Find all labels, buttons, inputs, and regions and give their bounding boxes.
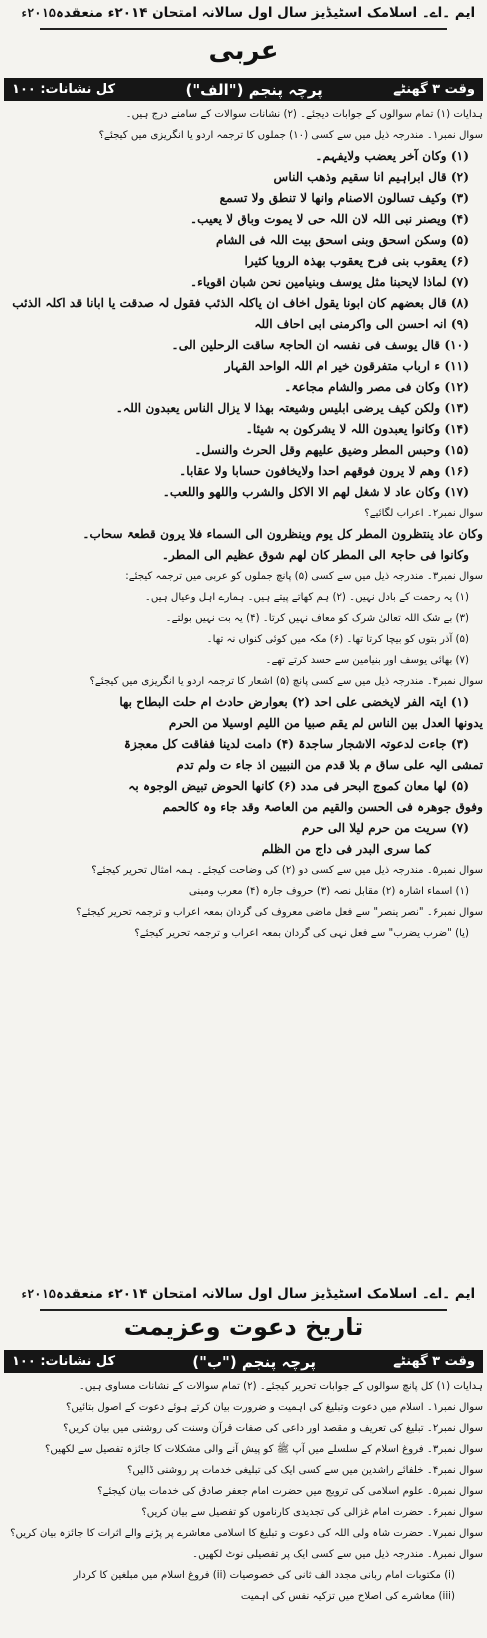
paper-bar-2 <box>4 1350 483 1373</box>
exam-header-text: ایم ۔اے۔ اسلامک اسٹیڈیز سال اول سالانہ امتحان ۲۰۱۴ء منعقدہ <box>55 5 476 21</box>
exam-year: ۲۰۱۵ء <box>19 1287 56 1301</box>
arabic-sentence: (۵) وسکن اسحق وبنی اسحق بیت اللہ فی الشام <box>215 233 469 247</box>
poetry-verse: (۵) لھا معان کموج البحر فی مدد (۶) کانھا الحوض تبیض الوجوہ بہ <box>128 779 469 793</box>
grammar-options: (۱) اسماء اشارہ (۲) مقابل نصہ (۳) حروف جارہ (۴) معرب ومبنی <box>188 886 469 897</box>
arabic-sentence: (۶) یعقوب بنی فرح یعقوب بھذہ الرویا کثیرا <box>244 254 469 268</box>
question-line: سوال نمبر۱۔ اسلام میں دعوت وتبلیغ کی اہمیت و ضرورت بیان کرتے ہوئے دعوت کے اصول بتائیں؟ <box>66 1402 483 1413</box>
note-option: (i) مکتوبات امام ربانی مجدد الف ثانی کی خصوصیات (ii) فروغ اسلام میں مبلغین کا کردار <box>73 1570 455 1581</box>
arabic-sentence: (۸) قال بعضھم کان ابونا یقول اخاف ان یاکلہ الذئب فقول لہ صدقت یا ابانا قد اکلہ الذئب <box>12 296 469 310</box>
question-heading: (یا) "ضرب یضرب" سے فعل نہی کی گردان بمعہ اعراب و ترجمہ تحریر کیجئے؟ <box>134 928 469 939</box>
subject-title-1: عربی <box>208 36 279 66</box>
question-heading: سوال نمبر۱۔ مندرجہ ذیل میں سے کسی (۱۰) جملوں کا ترجمہ اردو یا انگریزی میں کیجئے؟ <box>98 130 483 141</box>
arabic-sentence: (۴) ویصنر نبی اللہ لان اللہ حی لا یموت وباق لا یعیب۔ <box>189 212 469 226</box>
question-line: سوال نمبر۴۔ خلفائے راشدین میں سے کسی ایک کی تبلیغی خدمات پر روشنی ڈالیں؟ <box>127 1465 483 1476</box>
question-list-2 <box>4 1376 483 1607</box>
arabic-passage: وکانوا فی حاجۃ الی المطر کان لھم شوق عظیم الی المطر۔ <box>161 548 469 562</box>
arabic-sentence: (۱۶) وھم لا یرون فوقھم احدا ولایخافون حسابا ولا عقابا۔ <box>179 464 469 478</box>
time-label: وقت ۳ گھنٹے <box>393 1354 475 1369</box>
question-line: سوال نمبر۳۔ فروغ اسلام کے سلسلے میں آپ ﷺ کو پیش آنے والی مشکلات کا جائزہ تفصیل سے لکھیں؟ <box>44 1444 483 1455</box>
arabic-passage: وکان عاد ینتظرون المطر کل یوم وینظرون الی السماء فلا یرون قطعۃ سحاب۔ <box>82 527 483 541</box>
question-heading: سوال نمبر۴۔ مندرجہ ذیل میں سے کسی پانچ (۵) اشعار کا ترجمہ اردو یا انگریزی میں کیجئے؟ <box>89 676 483 687</box>
question-line: سوال نمبر۷۔ حضرت شاہ ولی اللہ کی دعوت و تبلیغ کا اسلامی معاشرے پر پڑنے والے اثرات کا جائزہ بیان کریں؟ <box>10 1528 483 1539</box>
arabic-sentence: (۱۳) ولکن کیف یرضی ابلیس وشیعتہ بھذا لا یزال الناس یعبدون اللہ۔ <box>115 401 469 415</box>
marks-label: کل نشانات: ۱۰۰ <box>12 82 116 97</box>
question-list-1 <box>4 104 483 944</box>
question-line: سوال نمبر۲۔ تبلیغ کی تعریف و مقصد اور داعی کی صفات قرآن وسنت کی روشنی میں بیان کریں؟ <box>63 1423 483 1434</box>
poetry-verse: (۳) جاءت لدعوتہ الاشجار ساجدۃ (۴) دامت لدینا ففاقت کل معجزۃ <box>123 737 469 751</box>
arabic-sentence: (۷) لماذا لایحبنا مثل یوسف وبنیامین نحن شبان اقویاء۔ <box>190 275 469 289</box>
poetry-verse: تمشی الیہ علی ساق م بلا قدم من النبیین اذ جاء ت ولم تدم <box>176 758 483 772</box>
arabic-sentence: (۱۰) قال یوسف فی نفسہ ان الحاجۃ ساقت الرحلین الی۔ <box>171 338 469 352</box>
instructions-line: ہدایات (۱) کل پانچ سوالوں کے جوابات تحریر کیجئے۔ (۲) تمام سوالات کے نشانات مساوی ہیں۔ <box>78 1381 483 1392</box>
instructions-line: ہدایات (۱) تمام سوالوں کے جوابات دیجئے۔ (۲) نشانات سوالات کے سامنے درج ہیں۔ <box>125 109 483 120</box>
arabic-sentence: (۹) انہ احسن الی واکرمنی ابی احاف اللہ <box>254 317 469 331</box>
poetry-verse: کما سری البدر فی داج من الظلم <box>261 842 431 856</box>
arabic-sentence: (۳) وکیف تسالون الاصنام وانھا لا تنطق ولا تسمع <box>219 191 469 205</box>
time-label: وقت ۳ گھنٹے <box>393 82 475 97</box>
marks-label: کل نشانات: ۱۰۰ <box>12 1354 116 1369</box>
arabic-sentence: (۱۷) وکان عاد لا شغل لھم الا الاکل والشرب واللھو واللعب۔ <box>162 485 469 499</box>
question-heading: سوال نمبر۳۔ مندرجہ ذیل میں سے کسی (۵) پانچ جملوں کو عربی میں ترجمہ کیجئے: <box>125 571 483 582</box>
poetry-verse: وفوق جوھرہ فی الحسن والقیم من العاصۃ وقد جاء وہ کالحمم <box>162 800 483 814</box>
urdu-sentence: (۱) یہ رحمت کے بادل نہیں۔ (۲) ہم کھاتے پیتے ہیں۔ ہمارے اہل وعیال ہیں۔ <box>144 592 469 603</box>
arabic-sentence: (۱۱) ء ارباب متفرقون خیر ام اللہ الواحد القہار <box>224 359 469 373</box>
subject-title-2: تاریخ دعوت وعزیمت <box>123 1313 364 1341</box>
arabic-sentence: (۱) وکان آخر یعضب ولایفہم۔ <box>315 149 469 163</box>
poetry-verse: (۷) سریت من حرم لیلا الی حرم <box>301 821 469 835</box>
question-heading: سوال نمبر۲۔ اعراب لگائیے؟ <box>364 508 483 519</box>
exam-header-1 <box>0 2 487 24</box>
exam-header-text: ایم ۔اے۔ اسلامک اسٹیڈیز سال اول سالانہ امتحان ۲۰۱۴ء منعقدہ <box>55 1286 476 1302</box>
arabic-sentence: (۱۴) وکانوا یعبدون اللہ لا یشرکون بہ شیئا۔ <box>245 422 469 436</box>
paper-bar-1 <box>4 78 483 101</box>
arabic-sentence: (۱۲) وکان فی مصر والشام مجاعۃ۔ <box>284 380 469 394</box>
question-line: سوال نمبر۶۔ حضرت امام غزالی کی تجدیدی کارناموں کو تفصیل سے بیان کریں؟ <box>141 1507 483 1518</box>
question-line: سوال نمبر۸۔ مندرجہ ذیل میں سے کسی ایک پر تفصیلی نوٹ لکھیں۔ <box>192 1549 483 1560</box>
question-heading: سوال نمبر۶۔ "نصر ینصر" سے فعل ماضی معروف کی گردان بمعہ اعراب و ترجمہ تحریر کیجئے؟ <box>76 907 483 918</box>
header-rule <box>40 1309 447 1311</box>
question-heading: سوال نمبر۵۔ مندرجہ ذیل میں سے کسی دو (۲) کی وضاحت کیجئے۔ ہمہ امثال تحریر کیجئے؟ <box>91 865 483 876</box>
urdu-sentence: (۵) آذر بتوں کو بیچا کرتا تھا۔ (۶) مکہ میں کوئی کنواں نہ تھا۔ <box>206 634 469 645</box>
arabic-sentence: (۱۵) وحبس المطر وضیق علیھم وقل الحرث والنسل۔ <box>194 443 469 457</box>
urdu-sentence: (۳) بے شک اللہ تعالیٰ شرک کو معاف نہیں کرتا۔ (۴) یہ بت نہیں بولتے۔ <box>165 613 469 624</box>
urdu-sentence: (۷) بھائی یوسف اور بنیامین سے حسد کرتے تھے۔ <box>265 655 469 666</box>
paper-label: پرچہ پنجم ("ب") <box>192 1352 317 1371</box>
header-rule <box>40 28 447 30</box>
note-option: (iii) معاشرے کی اصلاح میں تزکیہ نفس کی اہمیت <box>240 1591 455 1602</box>
arabic-sentence: (۲) قال ابراہیم انا سقیم وذھب الناس <box>273 170 469 184</box>
poetry-verse: یدونھا العدل بین الناس لم یقم صبیا من اللیم اوسیلا من الحرم <box>168 716 483 730</box>
poetry-verse: (۱) ایتہ الفر لایخضی علی احد (۲) بعوارض حادث ام حلت البطاح بھا <box>119 695 469 709</box>
question-line: سوال نمبر۵۔ علوم اسلامی کی ترویج میں حضرت امام جعفر صادق کی خدمات بیان کیجئے؟ <box>97 1486 483 1497</box>
paper-label: پرچہ پنجم ("الف") <box>185 80 323 99</box>
exam-year: ۲۰۱۵ء <box>19 6 56 20</box>
exam-header-2 <box>0 1283 487 1305</box>
